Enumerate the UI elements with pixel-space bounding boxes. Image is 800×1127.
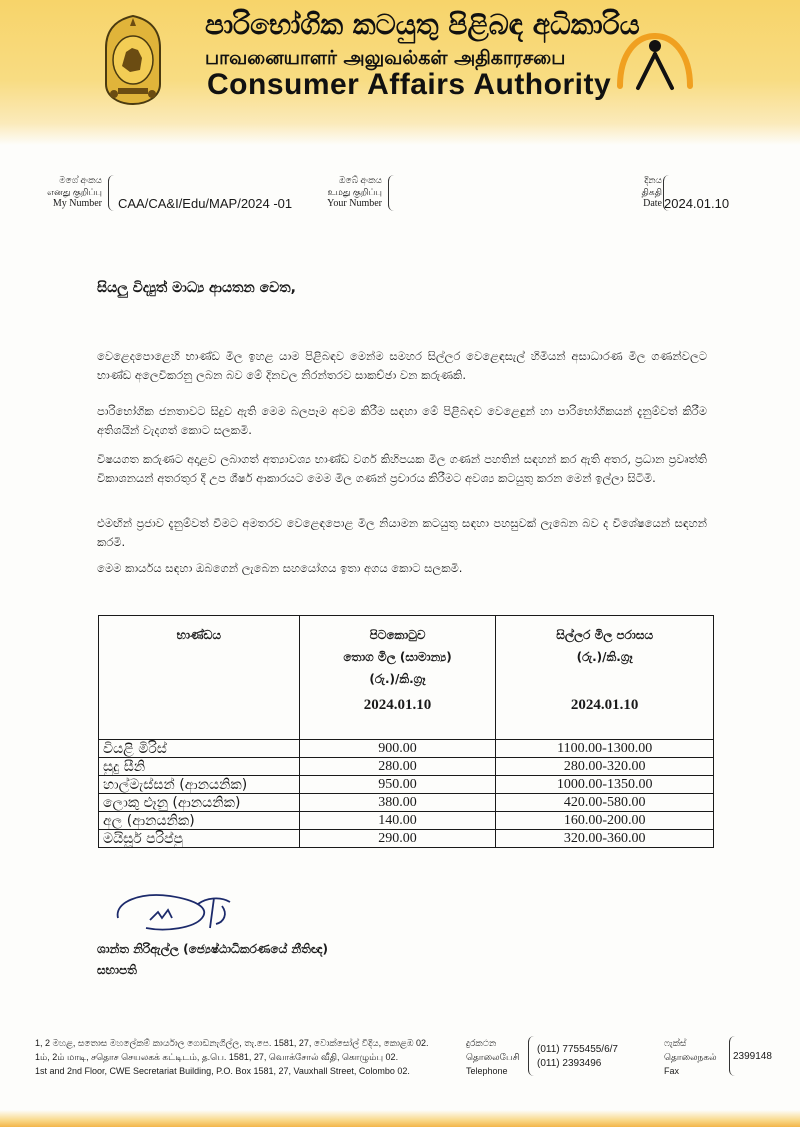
fax-label-ta: தொலைநகல்: [664, 1052, 717, 1062]
paragraph-5: මෙම කාර්යය සඳහා ඔබගෙන් ලැබෙන සහයෝගය ඉතා අගය කොට සලකමි.: [97, 561, 463, 575]
header-line: (රු.)/කි.ග්‍රෑ: [369, 672, 426, 686]
state-emblem-icon: [100, 14, 166, 106]
wholesale-cell: 950.00: [299, 776, 496, 794]
wholesale-cell: 140.00: [299, 812, 496, 830]
footer-address: [35, 1036, 429, 1078]
column-header-item: [99, 616, 300, 740]
retail-cell: 160.00-200.00: [496, 812, 714, 830]
header-date: 2024.01.10: [363, 697, 432, 713]
item-cell: වියළි මිරිස්: [99, 740, 300, 758]
footer-fax-label: [664, 1036, 717, 1078]
header-line: තොග මිල (සාමාන්‍ය): [343, 650, 452, 664]
footer-telephone-label: [466, 1036, 520, 1078]
footer-bar: [0, 1110, 800, 1127]
my-number-value: CAA/CA&I/Edu/MAP/2024 -01: [118, 196, 293, 211]
footer-telephone-numbers: [537, 1043, 618, 1071]
paragraph-3: විෂයගත කරුණට අදාළව ලබාගත් අත්‍යාවශ්‍ය භාණ්ඩ වර්ග කිහිපයක මිල ගණන් පහතින් සඳහන් කර ඇති අතර, ප්‍රධාන ප්‍රවෘත්ති විකාශනයන් අතරතුර දී උප ශීර්ෂ ආකාරයට මෙම මිල ගණන් ප්‍රචාරය කිරීමට අවශ්‍ය කටයුතු කරන මෙන් ඉල්ලා සිටිමි.: [97, 452, 707, 485]
my-number-label-en: My Number: [52, 198, 102, 209]
footer-address-ta: 1ம், 2ம் மாடி, சதொச செயலகக் கட்டிடம், த.பெ. 1581, 27, வொக்சோல் வீதி, கொழும்பு 02.: [35, 1052, 399, 1062]
item-cell: මයිසූර් පරිප්පු: [99, 830, 300, 848]
wholesale-cell: 380.00: [299, 794, 496, 812]
signatory-name: ශාන්ත නිරිඇල්ල (ජ්‍යෙෂ්ඨාධිකරණයේ නීතිඥ): [97, 942, 328, 956]
signatory-title: සභාපති: [97, 963, 137, 977]
fax-label-si: ෆැක්ස්: [664, 1038, 687, 1048]
paragraph-1: වෙළෙදපොළෙහි භාණ්ඩ මිල ඉහළ යාම පිළිබඳව මෙන්ම සමහර සිල්ලර වෙළෙඳසැල් හිමියන් අසාධාරණ මිල ගණන්වලට භාණ්ඩ අලෙවිකරනු ලබන බව මේ දිනවල නිරන්තරව සාකච්ඡා වන කරුණකි.: [97, 349, 707, 382]
item-cell: සුදු සීනි: [99, 758, 300, 776]
date-value: 2024.01.10: [664, 196, 730, 211]
paragraph-4: එමඟින් ප්‍රජාව දැනුම්වත් වීමට අමතරව වෙළෙඳපොළ මිල නියාමන කටයුතු සඳහා පහසුවක් ලැබෙන බව ද විශේෂයෙන් සඳහන් කරමි.: [97, 516, 707, 549]
my-number-label-si: මගේ අංකය: [59, 175, 102, 185]
header-line: භාණ්ඩය: [176, 628, 222, 642]
telephone-number-2: (011) 2393496: [537, 1058, 602, 1069]
your-number-label-ta: உமது குறிப்பு: [327, 187, 382, 197]
salutation: සියලු විද්‍යුත් මාධ්‍ය ආයතන වෙත,: [97, 280, 296, 296]
letterhead: [0, 0, 800, 145]
header-line: සිල්ලර මිල පරාසය: [556, 628, 654, 642]
date-label-en: Date: [643, 198, 662, 209]
retail-cell: 1000.00-1350.00: [496, 776, 714, 794]
bracket-divider: [528, 1036, 534, 1076]
table-row: [99, 794, 714, 812]
your-number-label-en: Your Number: [327, 198, 382, 209]
authority-name-english: Consumer Affairs Authority: [207, 68, 612, 101]
retail-cell: 420.00-580.00: [496, 794, 714, 812]
item-cell: හාල්මැස්සන් (ආනයනික): [99, 776, 300, 794]
caa-logo-icon: [616, 30, 694, 92]
column-header-retail: [496, 616, 714, 740]
table-row: [99, 812, 714, 830]
header-date: 2024.01.10: [570, 697, 639, 713]
my-number-label: [40, 174, 102, 210]
header-line: පිටකොටුව: [369, 628, 426, 642]
column-header-wholesale: [299, 616, 496, 740]
wholesale-cell: 280.00: [299, 758, 496, 776]
retail-cell: 1100.00-1300.00: [496, 740, 714, 758]
table-row: [99, 740, 714, 758]
table-header-row: [99, 616, 714, 740]
footer-address-si: 1, 2 මහළ, සතොස මහලේකම් කාර්යාල ගොඩනැගිල්ල, තැ.පෙ. 1581, 27, වොක්සෝල් වීදිය, කොළඹ 02.: [35, 1038, 429, 1048]
bracket-divider: [108, 175, 114, 211]
telephone-label-en: Telephone: [466, 1066, 508, 1076]
date-label-si: දිනය: [644, 175, 662, 185]
table-row: [99, 830, 714, 848]
retail-cell: 320.00-360.00: [496, 830, 714, 848]
fax-number: 2399148: [733, 1051, 772, 1062]
authority-name-sinhala: පාරිභෝගික කටයුතු පිළිබඳ අධිකාරිය: [205, 8, 640, 41]
authority-name-tamil: பாவனையாளர் அலுவல்கள் அதிகாரசபை: [205, 47, 566, 69]
date-label-ta: திகதி: [641, 187, 662, 197]
telephone-number-1: (011) 7755455/6/7: [537, 1044, 618, 1055]
header-line: (රු.)/කි.ග්‍රෑ: [576, 650, 633, 664]
my-number-label-ta: எனது குறிப்பு: [47, 187, 102, 197]
paragraph-2: පාරිභෝගික ජනතාවට සිදුව ඇති මෙම බලපෑම අවම කිරීම සඳහා මේ පිළිබඳව වෙළෙඳුන් හා පාරිභෝගිකයන් දැනුම්වත් කිරීම අතිශයින් වැදගත් කොට සලකමි.: [97, 404, 707, 437]
item-cell: ලොකු ළූනු (ආනයනික): [99, 794, 300, 812]
price-table: [98, 615, 714, 848]
date-label: [628, 174, 662, 210]
signature-image: [110, 888, 250, 938]
wholesale-cell: 290.00: [299, 830, 496, 848]
bracket-divider: [388, 175, 394, 211]
your-number-label-si: ඔබේ අංකය: [338, 175, 382, 185]
retail-cell: 280.00-320.00: [496, 758, 714, 776]
footer-address-en: 1st and 2nd Floor, CWE Secretariat Building, P.O. Box 1581, 27, Vauxhall Street, Colombo 02.: [35, 1066, 410, 1076]
fax-label-en: Fax: [664, 1066, 680, 1076]
your-number-label: [322, 174, 382, 210]
table-row: [99, 758, 714, 776]
wholesale-cell: 900.00: [299, 740, 496, 758]
table-row: [99, 776, 714, 794]
telephone-label-si: දුරකථන: [466, 1038, 497, 1048]
telephone-label-ta: தொலைபேசி: [466, 1052, 520, 1062]
item-cell: අල (ආනයනික): [99, 812, 300, 830]
